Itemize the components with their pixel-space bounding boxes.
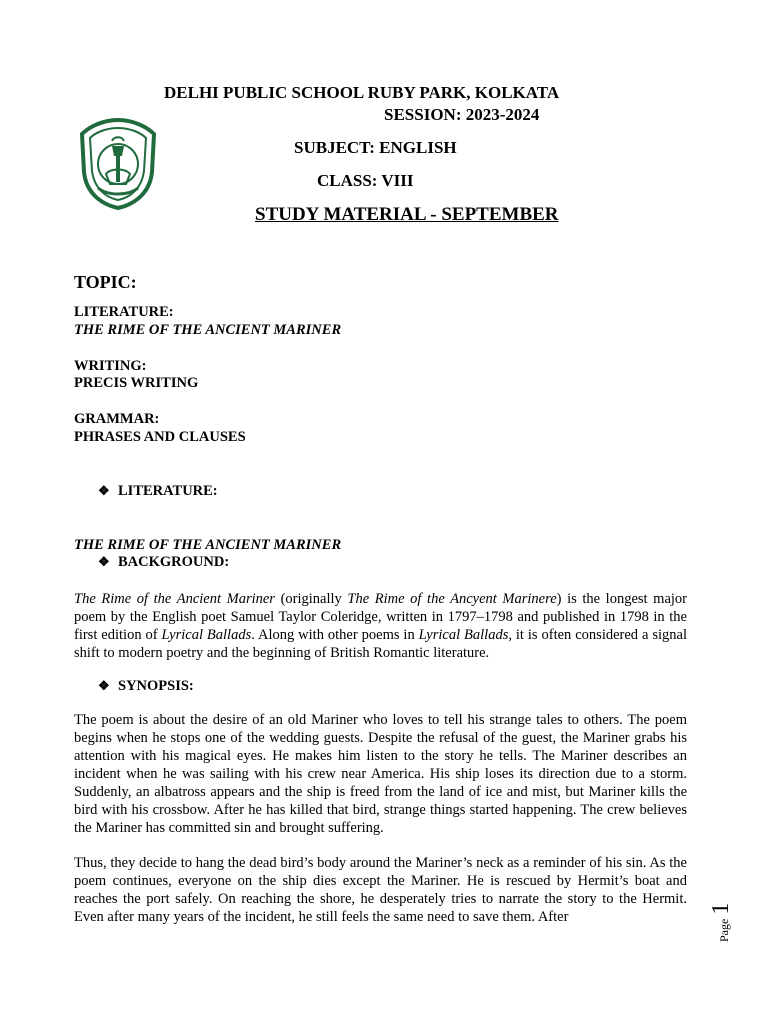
page-label: Page bbox=[717, 918, 731, 942]
page-number: 1 bbox=[708, 902, 734, 915]
diamond-bullet-icon: ❖ bbox=[98, 554, 110, 569]
poem-title: THE RIME OF THE ANCIENT MARINER bbox=[74, 537, 342, 553]
literature-label: LITERATURE: bbox=[74, 304, 174, 320]
diamond-bullet-icon: ❖ bbox=[98, 483, 110, 498]
literature-section-heading bbox=[98, 483, 218, 500]
literature-value: THE RIME OF THE ANCIENT MARINER bbox=[74, 322, 342, 338]
synopsis-paragraph-2: Thus, they decide to hang the dead bird’s body around the Mariner’s neck as a reminder of his sin. As the poem continues, everyone on the ship dies except the Mariner. He is rescued by Hermit’s boat and reaches the port safely. On reaching the shore, he desperately tries to narrate the story to the Hermit. Even after many years of the incident, he still feels the same need to save them. After bbox=[74, 855, 687, 925]
background-heading bbox=[98, 554, 229, 571]
lyrical-ballads-italic: Lyrical Ballads bbox=[161, 627, 252, 643]
class-label: CLASS: VIII bbox=[317, 171, 414, 190]
background-label: BACKGROUND: bbox=[118, 554, 230, 570]
page-number-block bbox=[708, 896, 748, 946]
text-run: (originally bbox=[274, 591, 348, 607]
writing-label: WRITING: bbox=[74, 358, 147, 374]
synopsis-paragraph-1: The poem is about the desire of an old Mariner who loves to tell his strange tales to others. The poem begins when he stops one of the wedding guests. Despite the refusal of the guest, the Mariner grabs his attention with his magical eyes. He makes him listen to the story he tells. The Mariner describes an incident when he was sailing with his crew near America. His ship loses its direction due to a storm. Suddenly, an albatross appears and the ship is freed from the land of ice and mist, but Mariner kills the bird with his crossbow. After he has killed that bird, strange things started happening. The crew believes the Mariner has committed sin and brought suffering. bbox=[74, 712, 687, 836]
school-logo bbox=[76, 116, 160, 212]
session-label: SESSION: 2023-2024 bbox=[384, 105, 540, 124]
subject-label: SUBJECT: ENGLISH bbox=[294, 138, 457, 157]
background-paragraph bbox=[74, 590, 687, 662]
writing-value: PRECIS WRITING bbox=[74, 375, 199, 391]
original-title-italic: The Rime of the Ancyent Marinere bbox=[347, 591, 557, 607]
school-name: DELHI PUBLIC SCHOOL RUBY PARK, KOLKATA bbox=[164, 83, 560, 102]
text-run: , it is often considered a signal shift to modern poetry and the beginning of British Romantic literature. bbox=[74, 627, 687, 661]
lyrical-ballads-italic: Lyrical Ballads bbox=[418, 627, 509, 643]
literature-section-label: LITERATURE: bbox=[118, 483, 218, 499]
topic-heading: TOPIC: bbox=[74, 272, 137, 292]
text-run: ) is the longest major poem by the English poet Samuel Taylor Coleridge, written in 1797–1798 and published in 1798 in the first edition of bbox=[74, 591, 688, 643]
grammar-value: PHRASES AND CLAUSES bbox=[74, 429, 246, 445]
page-title: STUDY MATERIAL - SEPTEMBER bbox=[255, 204, 559, 225]
synopsis-label: SYNOPSIS: bbox=[118, 678, 194, 694]
diamond-bullet-icon: ❖ bbox=[98, 678, 110, 693]
grammar-label: GRAMMAR: bbox=[74, 411, 160, 427]
poem-title-italic: The Rime of the Ancient Mariner bbox=[74, 591, 275, 607]
text-run: . Along with other poems in bbox=[251, 627, 419, 643]
synopsis-heading bbox=[98, 678, 194, 695]
